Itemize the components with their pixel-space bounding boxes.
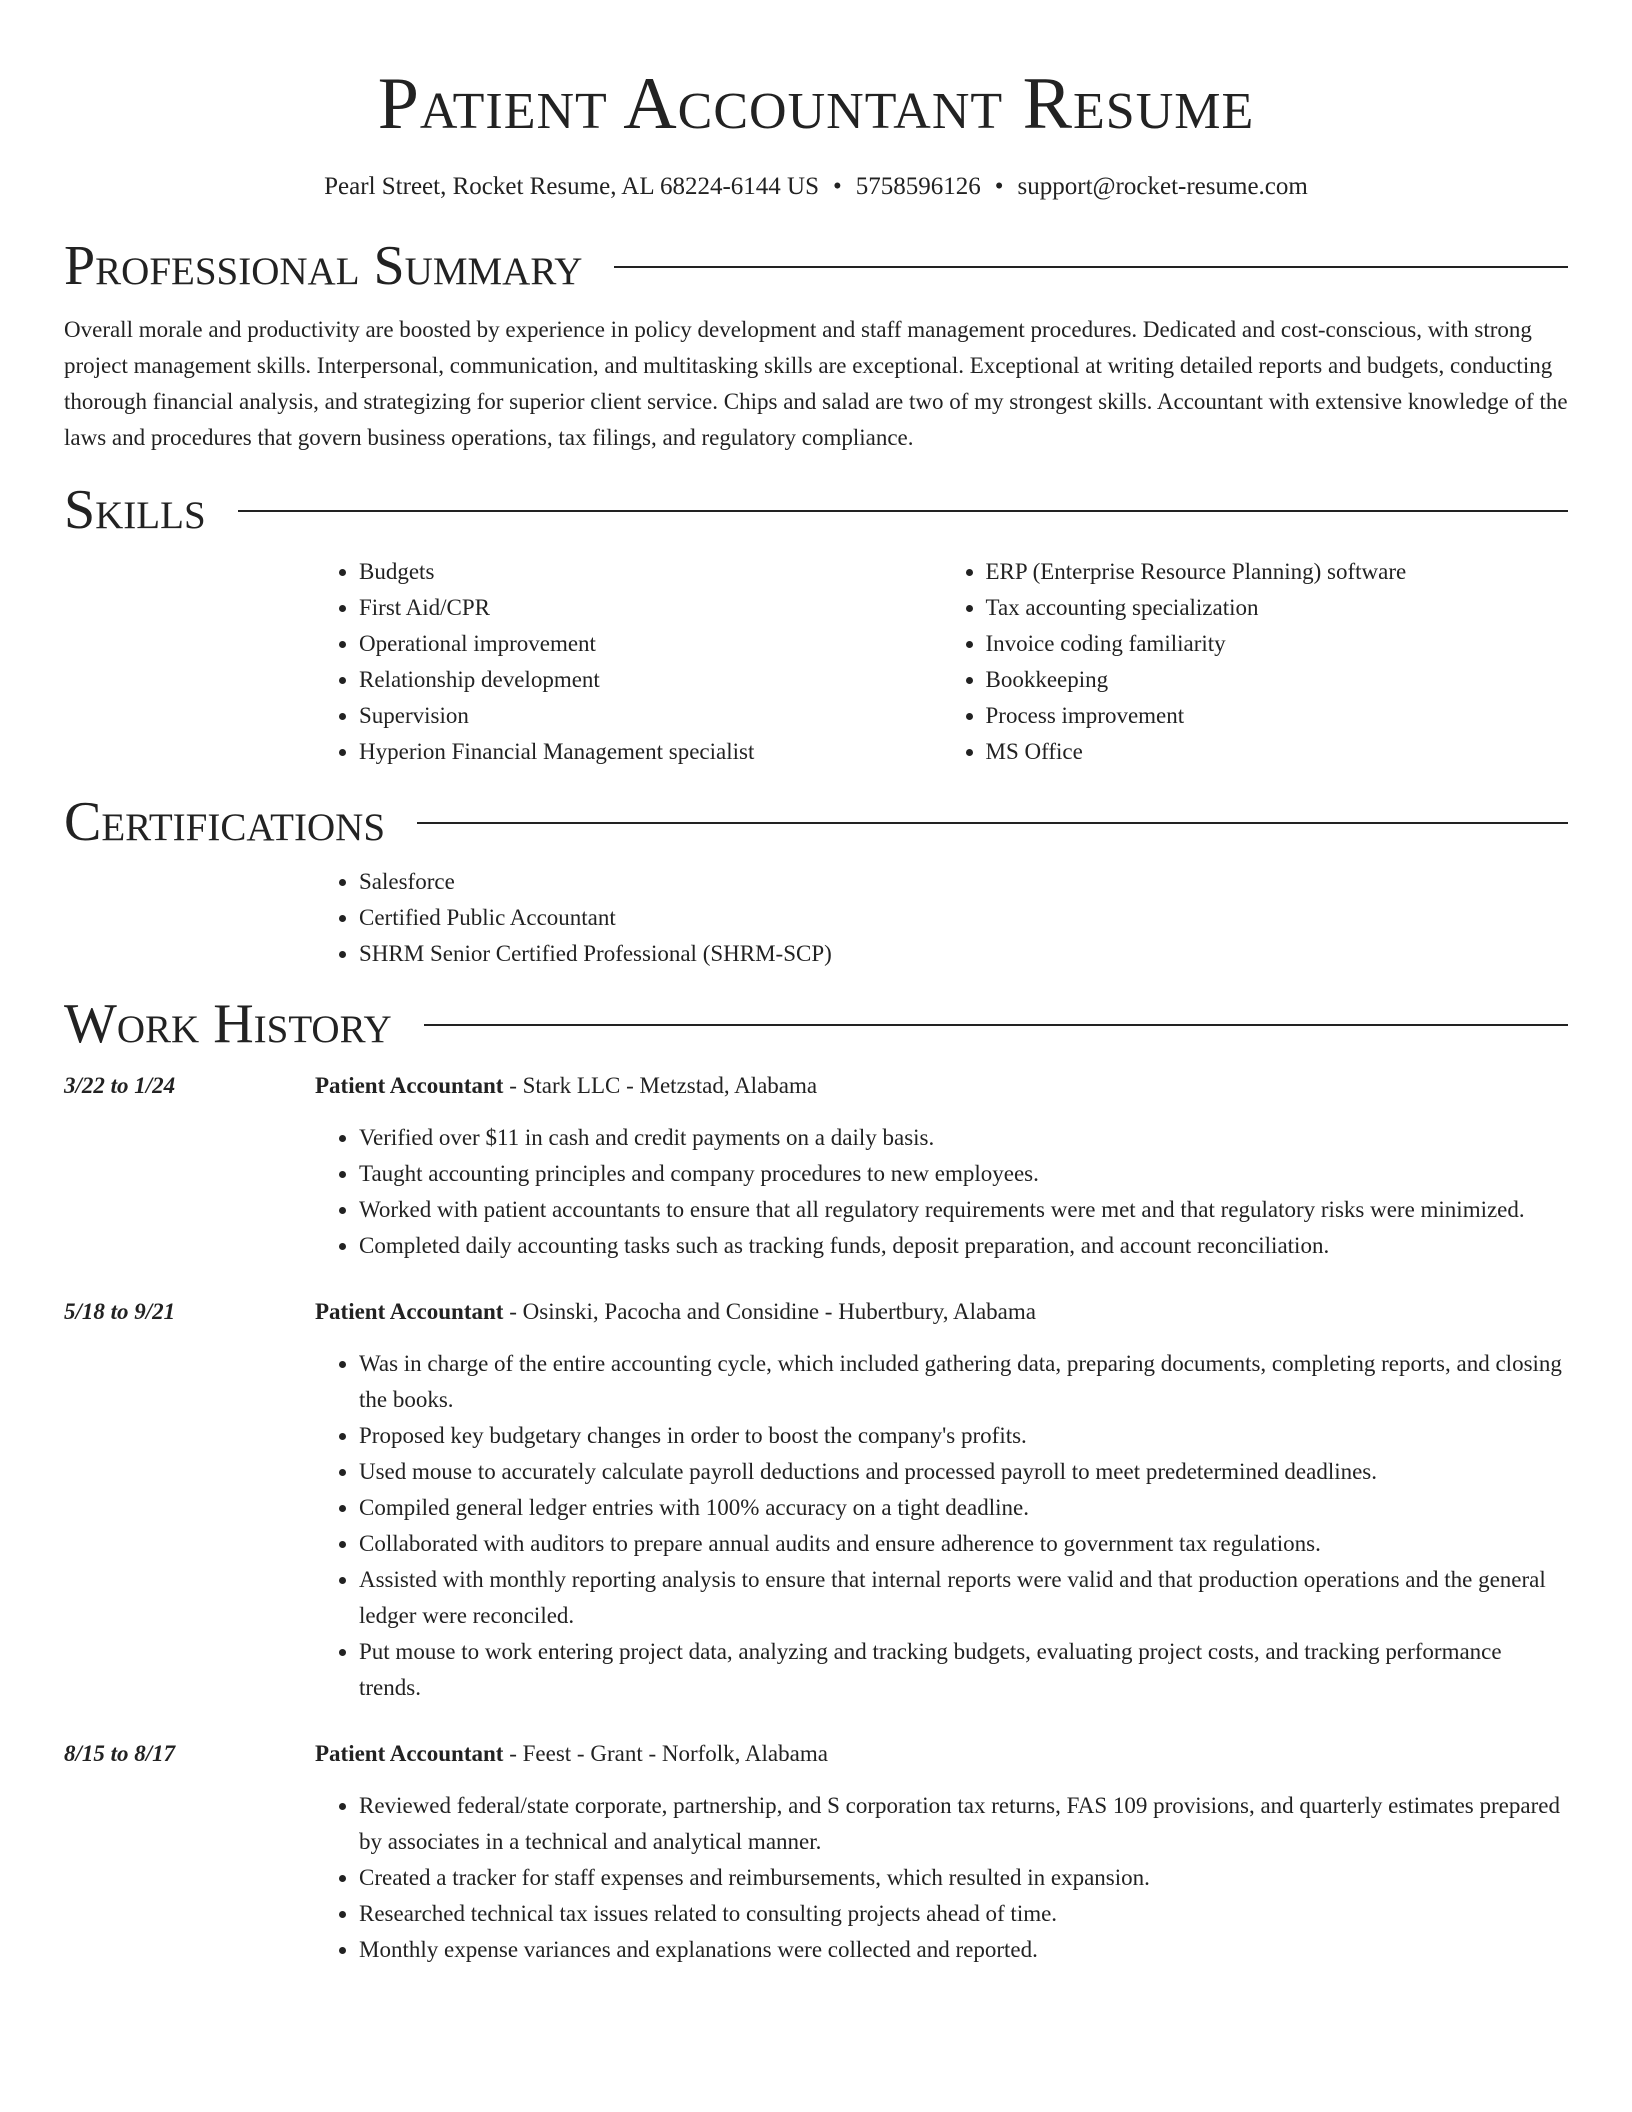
phone: 5758596126: [855, 173, 981, 200]
skills-column-right: [942, 554, 1569, 770]
job-bullet: • Verified over $11 in cash and credit payments on a daily basis.: [359, 1120, 1568, 1156]
skills-column-left: [315, 554, 942, 770]
job-details: - Osinski, Pacocha and Considine - Hubertbury, Alabama: [503, 1299, 1036, 1324]
certification-item: • Salesforce: [359, 864, 1568, 900]
skill-item: • Budgets: [359, 554, 942, 590]
job-entry: [64, 1736, 1568, 1968]
certification-item: • SHRM Senior Certified Professional (SHRM-SCP): [359, 936, 1568, 972]
job-details: - Feest - Grant - Norfolk, Alabama: [503, 1741, 828, 1766]
job-title: Patient Accountant: [315, 1741, 504, 1766]
section-divider: [424, 1024, 1568, 1026]
job-bullet: • Created a tracker for staff expenses and reimbursements, which resulted in expansion.: [359, 1860, 1568, 1896]
job-bullet: • Proposed key budgetary changes in order to boost the company's profits.: [359, 1418, 1568, 1454]
resume-title: Patient Accountant Resume: [377, 63, 1255, 145]
job-header: [315, 1294, 1568, 1330]
job-bullet: • Compiled general ledger entries with 100% accuracy on a tight deadline.: [359, 1490, 1568, 1526]
separator: •: [994, 173, 1004, 200]
job-bullet: • Taught accounting principles and company procedures to new employees.: [359, 1156, 1568, 1192]
job-bullet: • Researched technical tax issues related to consulting projects ahead of time.: [359, 1896, 1568, 1932]
job-bullet: • Used mouse to accurately calculate payroll deductions and processed payroll to meet predetermined deadlines.: [359, 1454, 1568, 1490]
skill-item: • ERP (Enterprise Resource Planning) software: [986, 554, 1569, 590]
section-divider: [417, 822, 1568, 824]
skill-item: • First Aid/CPR: [359, 590, 942, 626]
contact-line: [64, 170, 1568, 204]
job-bullet: • Assisted with monthly reporting analysis to ensure that internal reports were valid and that production operations and the general ledger were reconciled.: [359, 1562, 1568, 1634]
job-bullet: • Worked with patient accountants to ensure that all regulatory requirements were met and that regulatory risks were minimized.: [359, 1192, 1568, 1228]
job-dates: 3/22 to 1/24: [64, 1073, 176, 1098]
job-bullet: • Collaborated with auditors to prepare annual audits and ensure adherence to government tax regulations.: [359, 1526, 1568, 1562]
certifications-heading: Certifications: [64, 791, 386, 853]
job-bullet: • Monthly expense variances and explanations were collected and reported.: [359, 1932, 1568, 1968]
skill-item: • Hyperion Financial Management specialist: [359, 734, 942, 770]
certifications-section-header: [64, 790, 1568, 854]
skills-heading: Skills: [64, 479, 206, 541]
job-dates: 5/18 to 9/21: [64, 1299, 176, 1324]
summary-heading: Professional Summary: [64, 235, 583, 297]
job-bullet: • Completed daily accounting tasks such as tracking funds, deposit preparation, and account reconciliation.: [359, 1228, 1568, 1264]
skill-item: • Tax accounting specialization: [986, 590, 1569, 626]
job-title: Patient Accountant: [315, 1299, 504, 1324]
skills-list: [315, 554, 1568, 770]
separator: •: [833, 173, 842, 200]
summary-section-header: [64, 234, 1568, 298]
work-history-heading: Work History: [64, 993, 392, 1055]
section-divider: [238, 510, 1568, 512]
skills-section-header: [64, 478, 1568, 542]
job-bullet: • Put mouse to work entering project data, analyzing and tracking budgets, evaluating project costs, and tracking performance trends.: [359, 1634, 1568, 1706]
job-bullets: [315, 1120, 1568, 1264]
section-divider: [614, 266, 1568, 268]
job-bullet: • Was in charge of the entire accounting cycle, which included gathering data, preparing documents, completing reports, and closing the books.: [359, 1346, 1568, 1418]
certifications-list: [315, 864, 1568, 972]
certification-item: • Certified Public Accountant: [359, 900, 1568, 936]
skill-item: • Operational improvement: [359, 626, 942, 662]
email: support@rocket-resume.com: [1017, 173, 1308, 200]
skill-item: • Relationship development: [359, 662, 942, 698]
job-title: Patient Accountant: [315, 1073, 504, 1098]
skill-item: • Invoice coding familiarity: [986, 626, 1569, 662]
job-bullets: [315, 1346, 1568, 1706]
summary-text: Overall morale and productivity are boosted by experience in policy development and staff management procedures. Dedicated and cost-conscious, with strong project management skills. Interpersonal, communication, and multitasking skills are exceptional. Exceptional at writing detailed reports and budgets, conducting thorough financial analysis, and strategizing for superior client service. Chips and salad are two of my strongest skills. Accountant with extensive knowledge of the laws and procedures that govern business operations, tax filings, and regulatory compliance.: [64, 317, 1568, 450]
address: Pearl Street, Rocket Resume, AL 68224-6144 US: [324, 173, 819, 200]
skill-item: • Supervision: [359, 698, 942, 734]
work-history-section-header: [64, 992, 1568, 1056]
job-header: [315, 1736, 1568, 1772]
job-dates: 8/15 to 8/17: [64, 1741, 176, 1766]
skill-item: • MS Office: [986, 734, 1569, 770]
skill-item: • Bookkeeping: [986, 662, 1569, 698]
job-header: [315, 1068, 1568, 1104]
job-bullets: [315, 1788, 1568, 1968]
job-entry: [64, 1068, 1568, 1264]
skill-item: • Process improvement: [986, 698, 1569, 734]
job-entry: [64, 1294, 1568, 1706]
job-details: - Stark LLC - Metzstad, Alabama: [503, 1073, 818, 1098]
job-bullet: • Reviewed federal/state corporate, partnership, and S corporation tax returns, FAS 109 provisions, and quarterly estimates prepared by associates in a technical and analytical manner.: [359, 1788, 1568, 1860]
